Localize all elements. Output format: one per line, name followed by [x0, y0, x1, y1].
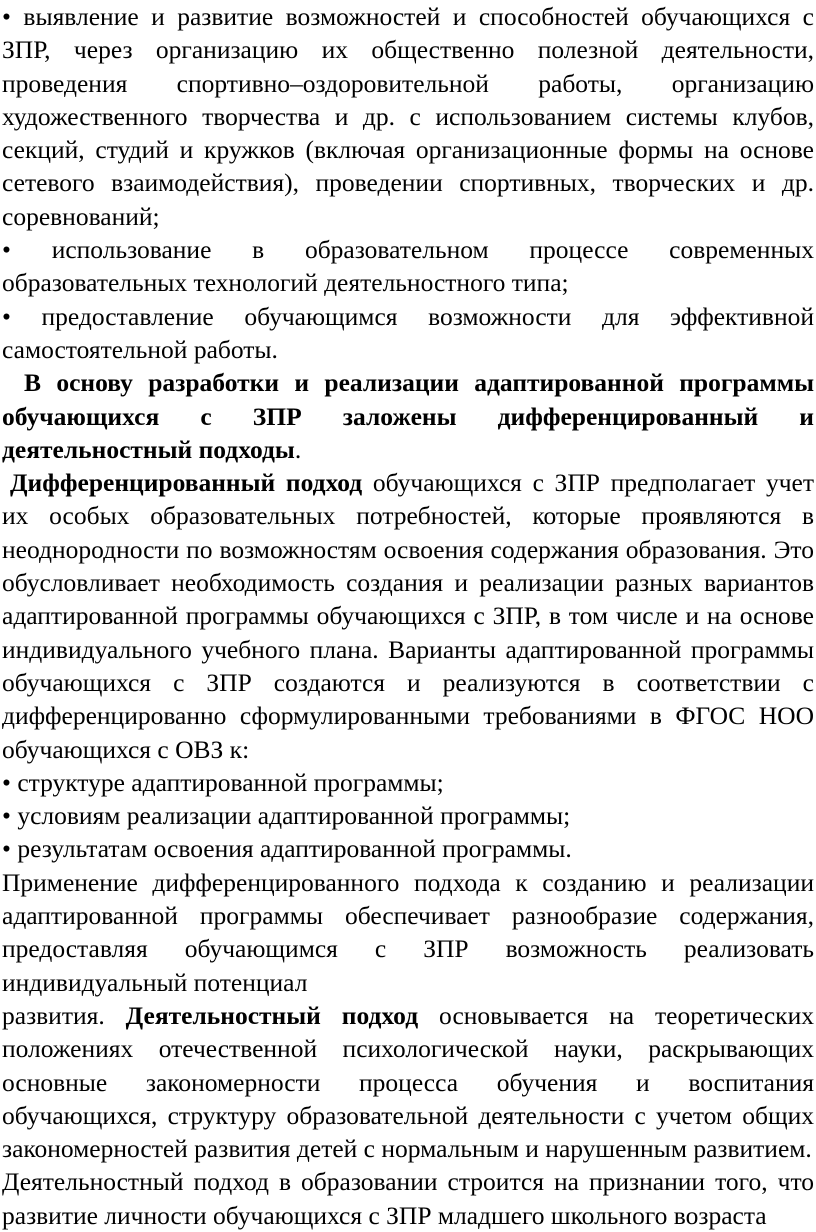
- bullet-icon: •: [2, 767, 11, 797]
- bullet-icon: •: [2, 301, 11, 331]
- application-lead-end: развития.: [2, 1000, 126, 1030]
- differentiated-term: Дифференцированный подход: [10, 468, 363, 498]
- differentiated-paragraph: [2, 466, 814, 766]
- requirement-text: структуре адаптированной программы;: [10, 767, 444, 797]
- list-item-identification: [2, 0, 814, 233]
- requirement-text: результатам освоения адаптированной программы.: [10, 834, 572, 864]
- basis-bold-text: В основу разработки и реализации адаптированной программы обучающихся с ЗПР заложены дифференцированный и деятельностный подходы: [2, 368, 814, 464]
- application-lead: Применение дифференцированного подхода к созданию и реализации адаптированной программы обеспечивает разнообразие содержания, предоставляя обучающимся с ЗПР возможность реализовать индивидуальный потенциал: [2, 867, 814, 997]
- list-item-text: выявление и развитие возможностей и способностей обучающихся с ЗПР, через организацию их общественно полезной деятельности, проведения спортивно–оздоровительной работы, организацию художественного творчества и др. с использованием системы клубов, секций, студий и кружков (включая организационные формы на основе сетевого взаимодействия), проведении спортивных, творческих и др. соревнований;: [2, 2, 814, 231]
- application-text: основывается на теоретических положениях отечественной психологической науки, раскрывающих основные закономерности процесса обучения и воспитания обучающихся, структуру образовательной деятельности с учетом общих закономерностей развития детей с нормальным и нарушенным развитием.: [2, 1000, 814, 1164]
- bullet-icon: •: [2, 235, 11, 265]
- requirement-text: условиям реализации адаптированной программы;: [10, 801, 571, 831]
- bullet-icon: •: [2, 801, 11, 831]
- differentiated-text: обучающихся с ЗПР предполагает учет их особых образовательных потребностей, которые проявляются в неоднородности по возможностям освоения содержания образования. Это обусловливает необходимость создания и реализации разных вариантов адаптированной программы обучающихся с ЗПР, в том числе и на основе индивидуального учебного плана. Варианты адаптированной программы обучающихся с ЗПР создаются и реализуются в соответствии с дифференцированно сформулированными требованиями в ФГОС НОО обучающихся с ОВЗ к:: [2, 468, 814, 764]
- activity-paragraph: [2, 1165, 814, 1232]
- requirement-item-structure: [2, 766, 814, 799]
- list-item-text: использование в образовательном процессе современных образовательных технологий деятельностного типа;: [2, 235, 814, 298]
- requirement-item-results: [2, 832, 814, 865]
- activity-text: Деятельностный подход в образовании строится на признании того, что развитие личности обучающихся с ЗПР младшего школьного возраста: [2, 1167, 814, 1230]
- requirement-item-conditions: [2, 799, 814, 832]
- basis-tail: .: [294, 434, 302, 464]
- document-page: [2, 0, 814, 1232]
- list-item-independent-work: [2, 300, 814, 367]
- bullet-icon: •: [2, 2, 11, 31]
- basis-paragraph: [2, 366, 814, 466]
- bullet-icon: •: [2, 834, 11, 864]
- list-item-text: предоставление обучающимся возможности для эффективной самостоятельной работы.: [2, 301, 814, 364]
- list-item-technologies: [2, 233, 814, 300]
- application-paragraph: [2, 866, 814, 1166]
- activity-term: Деятельностный подход: [125, 1000, 419, 1030]
